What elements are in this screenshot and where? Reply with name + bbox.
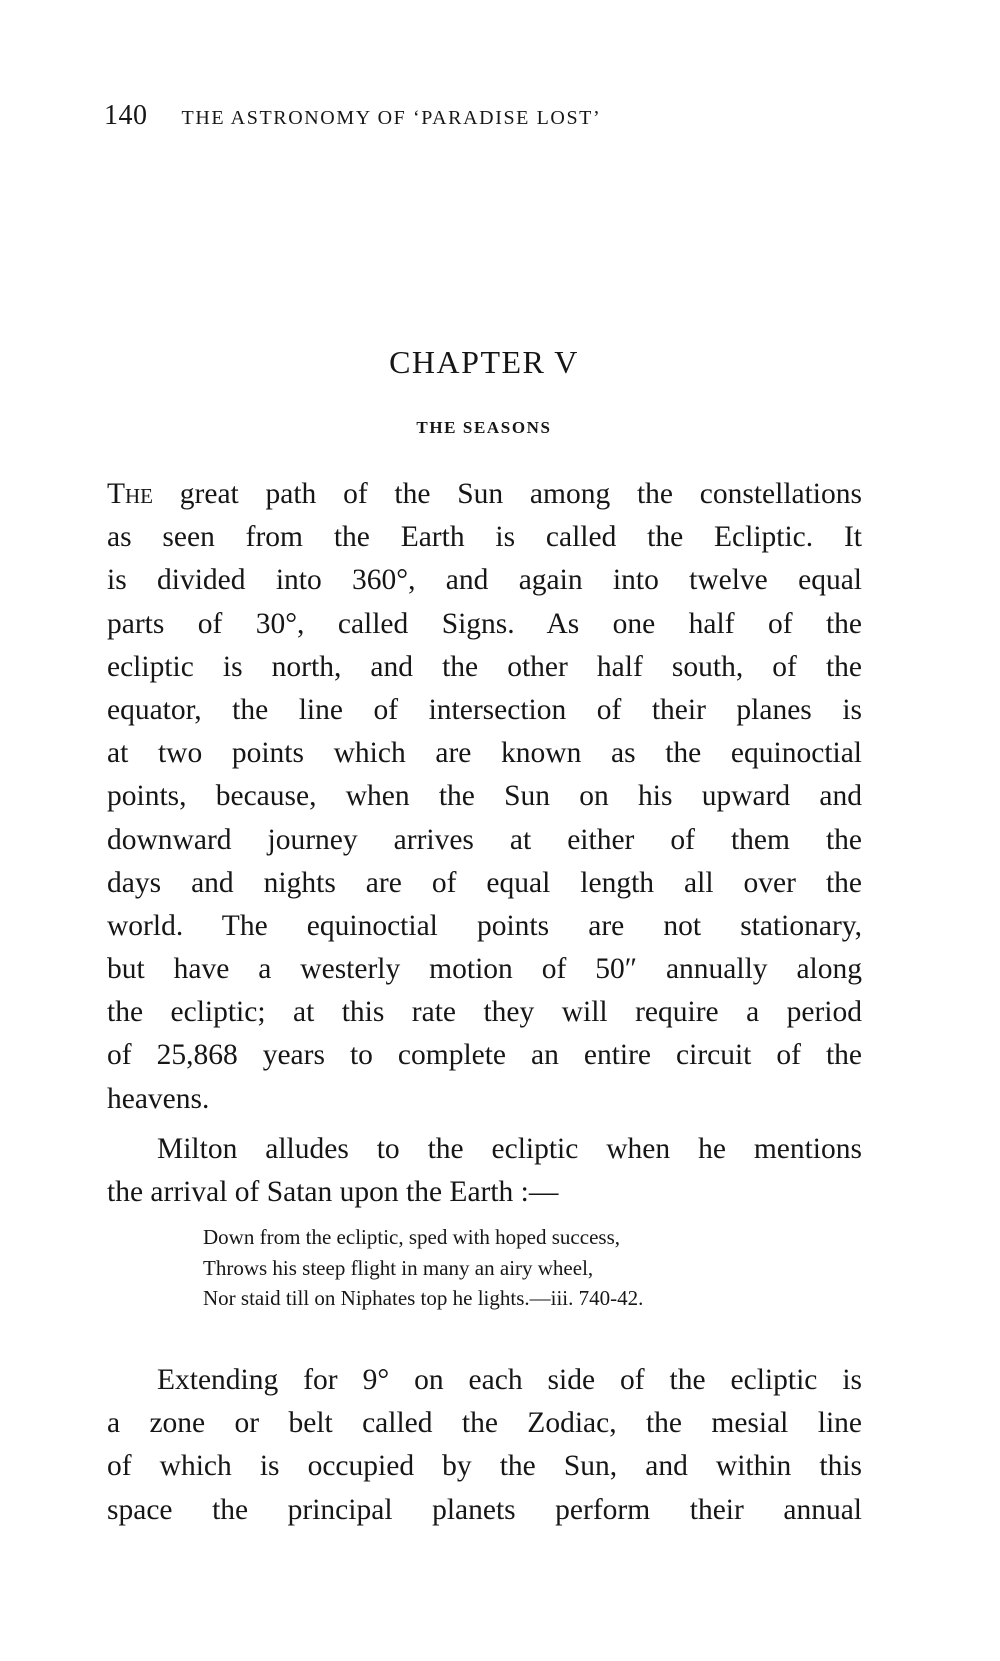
paragraph-line: world. The equinoctial points are not stationary,	[107, 909, 862, 942]
paragraph-ecliptic	[107, 473, 862, 1121]
paragraph-line: a zone or belt called the Zodiac, the mesial line	[107, 1407, 862, 1440]
chapter-subtitle	[0, 418, 1000, 438]
running-head	[104, 100, 884, 140]
paragraph-line: of 25,868 years to complete an entire circuit of the	[107, 1039, 862, 1072]
paragraph-line: points, because, when the Sun on his upward and	[107, 780, 862, 813]
paragraph-line: at two points which are known as the equinoctial	[107, 737, 862, 770]
paragraph-line: equator, the line of intersection of their planes is	[107, 693, 862, 726]
verse-line: Down from the ecliptic, sped with hoped success,	[203, 1225, 620, 1249]
chapter-heading-text: CHAPTER V	[389, 344, 579, 380]
verse-line: Throws his steep flight in many an airy wheel,	[203, 1255, 594, 1280]
paragraph-line: heavens.	[107, 1082, 210, 1115]
paragraph-line: is divided into 360°, and again into twelve equal	[107, 564, 862, 597]
paragraph-line: of which is occupied by the Sun, and within this	[107, 1450, 862, 1483]
paragraph-line: days and nights are of equal length all over the	[107, 866, 862, 899]
page-number: 140	[104, 100, 148, 131]
chapter-subtitle-text: THE SEASONS	[416, 418, 552, 437]
paragraph-milton	[107, 1128, 862, 1214]
paragraph-line: Extending for 9° on each side of the ecliptic is	[157, 1364, 862, 1396]
paragraph-line: downward journey arrives at either of them the	[107, 823, 862, 856]
paragraph-line: as seen from the Earth is called the Ecliptic. It	[107, 521, 862, 554]
paragraph-line: ecliptic is north, and the other half south, of the	[107, 650, 862, 683]
running-title: THE ASTRONOMY OF ‘PARADISE LOST’	[181, 107, 602, 129]
paragraph-line	[107, 473, 862, 516]
paragraph-line: the ecliptic; at this rate they will require a period	[107, 996, 862, 1029]
chapter-heading	[0, 344, 1000, 381]
paragraph-line: space the principal planets perform their annual	[107, 1493, 862, 1526]
paragraph-zodiac	[107, 1359, 862, 1532]
paragraph-line: the arrival of Satan upon the Earth :—	[107, 1176, 559, 1209]
dropcap-word: The	[107, 478, 154, 510]
verse-quotation	[203, 1222, 863, 1314]
paragraph-line: but have a westerly motion of 50″ annually along	[107, 953, 862, 986]
paragraph-line: Milton alludes to the ecliptic when he mentions	[157, 1133, 862, 1165]
line-text: great path of the Sun among the constellations	[153, 478, 862, 510]
verse-line: Nor staid till on Niphates top he lights.—iii. 740-42.	[203, 1286, 644, 1310]
paragraph-line: parts of 30°, called Signs. As one half of the	[107, 607, 862, 640]
